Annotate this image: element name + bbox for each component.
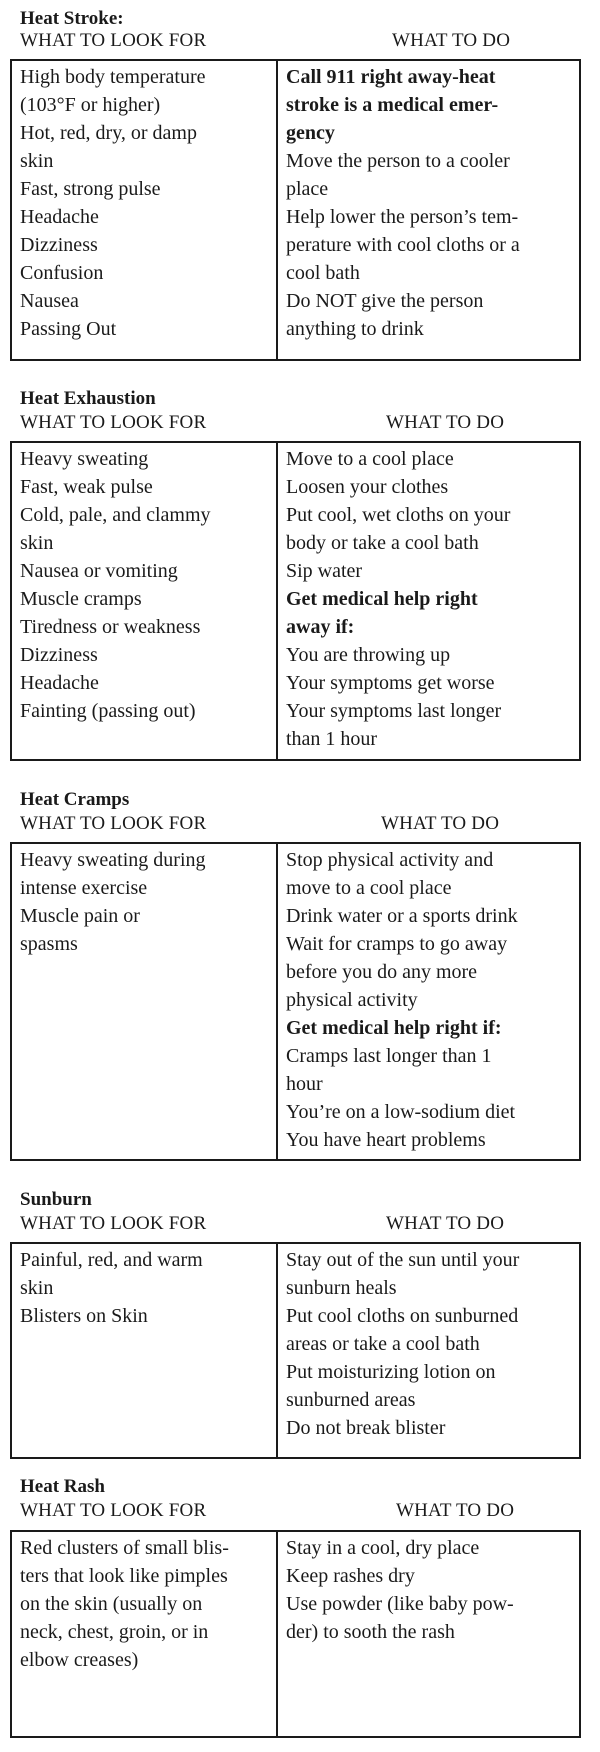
look-for-item: Heavy sweating <box>20 448 149 470</box>
what-to-do-item: Keep rashes dry <box>286 1565 415 1587</box>
look-for-item: on the skin (usually on <box>20 1593 203 1615</box>
what-to-do-item: Stop physical activity and <box>286 849 494 871</box>
look-for-item: Muscle pain or <box>20 905 140 927</box>
look-for-item: Hot, red, dry, or damp <box>20 122 197 144</box>
what-to-do-column <box>278 1532 579 1736</box>
what-to-do-item: areas or take a cool bath <box>286 1333 480 1355</box>
what-to-do-header: WHAT TO DO <box>386 412 505 433</box>
what-to-do-item: move to a cool place <box>286 877 452 899</box>
look-for-item: Cold, pale, and clammy <box>20 504 211 526</box>
what-to-do-item: Get medical help right <box>286 588 478 610</box>
look-for-item: spasms <box>20 933 78 955</box>
heat-stroke-table <box>10 59 581 361</box>
what-to-do-column <box>278 61 579 359</box>
look-for-column <box>12 1244 278 1457</box>
look-for-item: Muscle cramps <box>20 588 142 610</box>
look-for-item: Dizziness <box>20 234 98 256</box>
what-to-do-item: You are throwing up <box>286 644 451 666</box>
look-for-item: Fainting (passing out) <box>20 700 196 722</box>
look-for-item: Tiredness or weakness <box>20 616 201 638</box>
look-for-item: skin <box>20 532 54 554</box>
look-for-item: Dizziness <box>20 644 98 666</box>
look-for-item: ters that look like pimples <box>20 1565 228 1587</box>
what-to-do-header: WHAT TO DO <box>381 813 500 834</box>
look-for-item: Fast, strong pulse <box>20 178 161 200</box>
what-to-do-header: WHAT TO DO <box>386 1213 505 1234</box>
look-for-item: skin <box>20 150 54 172</box>
look-for-header: WHAT TO LOOK FOR <box>20 412 207 433</box>
what-to-do-item: body or take a cool bath <box>286 532 479 554</box>
look-for-item: Painful, red, and warm <box>20 1249 203 1271</box>
what-to-do-item: stroke is a medical emer- <box>286 94 499 116</box>
look-for-header: WHAT TO LOOK FOR <box>20 813 207 834</box>
sunburn-table <box>10 1242 581 1459</box>
what-to-do-item: Stay in a cool, dry place <box>286 1537 480 1559</box>
what-to-do-item: Do not break blister <box>286 1417 446 1439</box>
look-for-item: neck, chest, groin, or in <box>20 1621 209 1643</box>
what-to-do-item: Move the person to a cooler <box>286 150 510 172</box>
what-to-do-header: WHAT TO DO <box>392 30 511 51</box>
what-to-do-column <box>278 844 579 1159</box>
look-for-item: elbow creases) <box>20 1649 139 1671</box>
what-to-do-item: hour <box>286 1073 323 1095</box>
look-for-header: WHAT TO LOOK FOR <box>20 1500 207 1521</box>
what-to-do-item: gency <box>286 122 335 144</box>
what-to-do-column <box>278 1244 579 1457</box>
section-title-heat-stroke: Heat Stroke: <box>20 8 124 29</box>
look-for-item: Passing Out <box>20 318 117 340</box>
section-title-heat-rash: Heat Rash <box>20 1476 105 1497</box>
what-to-do-item: place <box>286 178 329 200</box>
what-to-do-item: Do NOT give the person <box>286 290 484 312</box>
what-to-do-item: Wait for cramps to go away <box>286 933 508 955</box>
look-for-item: Nausea <box>20 290 79 312</box>
look-for-item: Red clusters of small blis- <box>20 1537 229 1559</box>
look-for-column <box>12 844 278 1159</box>
look-for-item: (103°F or higher) <box>20 94 161 116</box>
what-to-do-item: before you do any more <box>286 961 478 983</box>
heat-cramps-table <box>10 842 581 1161</box>
what-to-do-item: Sip water <box>286 560 363 582</box>
heat-rash-table <box>10 1530 581 1738</box>
what-to-do-item: Your symptoms last longer <box>286 700 502 722</box>
look-for-item: Fast, weak pulse <box>20 476 153 498</box>
look-for-column <box>12 443 278 759</box>
heat-exhaustion-table <box>10 441 581 761</box>
what-to-do-item: Get medical help right if: <box>286 1017 502 1039</box>
what-to-do-item: Drink water or a sports drink <box>286 905 518 927</box>
section-title-heat-cramps: Heat Cramps <box>20 789 130 810</box>
what-to-do-item: anything to drink <box>286 318 424 340</box>
what-to-do-item: physical activity <box>286 989 418 1011</box>
look-for-item: Blisters on Skin <box>20 1305 148 1327</box>
what-to-do-item: sunburn heals <box>286 1277 397 1299</box>
what-to-do-item: Stay out of the sun until your <box>286 1249 520 1271</box>
look-for-header: WHAT TO LOOK FOR <box>20 1213 207 1234</box>
what-to-do-header: WHAT TO DO <box>396 1500 515 1521</box>
what-to-do-item: than 1 hour <box>286 728 378 750</box>
what-to-do-item: Loosen your clothes <box>286 476 449 498</box>
look-for-item: Headache <box>20 206 99 228</box>
what-to-do-item: Use powder (like baby pow- <box>286 1593 514 1615</box>
what-to-do-item: Call 911 right away-heat <box>286 66 496 88</box>
what-to-do-item: cool bath <box>286 262 360 284</box>
what-to-do-item: Put cool, wet cloths on your <box>286 504 511 526</box>
look-for-item: High body temperature <box>20 66 206 88</box>
what-to-do-item: Put moisturizing lotion on <box>286 1361 496 1383</box>
what-to-do-item: Move to a cool place <box>286 448 454 470</box>
look-for-item: Confusion <box>20 262 104 284</box>
what-to-do-item: You have heart problems <box>286 1129 486 1151</box>
what-to-do-item: Your symptoms get worse <box>286 672 495 694</box>
look-for-column <box>12 1532 278 1736</box>
look-for-item: skin <box>20 1277 54 1299</box>
look-for-header: WHAT TO LOOK FOR <box>20 30 207 51</box>
what-to-do-item: away if: <box>286 616 355 638</box>
what-to-do-item: der) to sooth the rash <box>286 1621 455 1643</box>
section-title-heat-exhaustion: Heat Exhaustion <box>20 388 156 409</box>
look-for-item: Heavy sweating during <box>20 849 206 871</box>
look-for-item: Headache <box>20 672 99 694</box>
what-to-do-column <box>278 443 579 759</box>
look-for-item: Nausea or vomiting <box>20 560 178 582</box>
section-title-sunburn: Sunburn <box>20 1189 92 1210</box>
look-for-column <box>12 61 278 359</box>
look-for-item: intense exercise <box>20 877 148 899</box>
what-to-do-item: sunburned areas <box>286 1389 416 1411</box>
what-to-do-item: Help lower the person’s tem- <box>286 206 519 228</box>
what-to-do-item: Cramps last longer than 1 <box>286 1045 492 1067</box>
what-to-do-item: perature with cool cloths or a <box>286 234 520 256</box>
what-to-do-item: You’re on a low-sodium diet <box>286 1101 516 1123</box>
what-to-do-item: Put cool cloths on sunburned <box>286 1305 519 1327</box>
